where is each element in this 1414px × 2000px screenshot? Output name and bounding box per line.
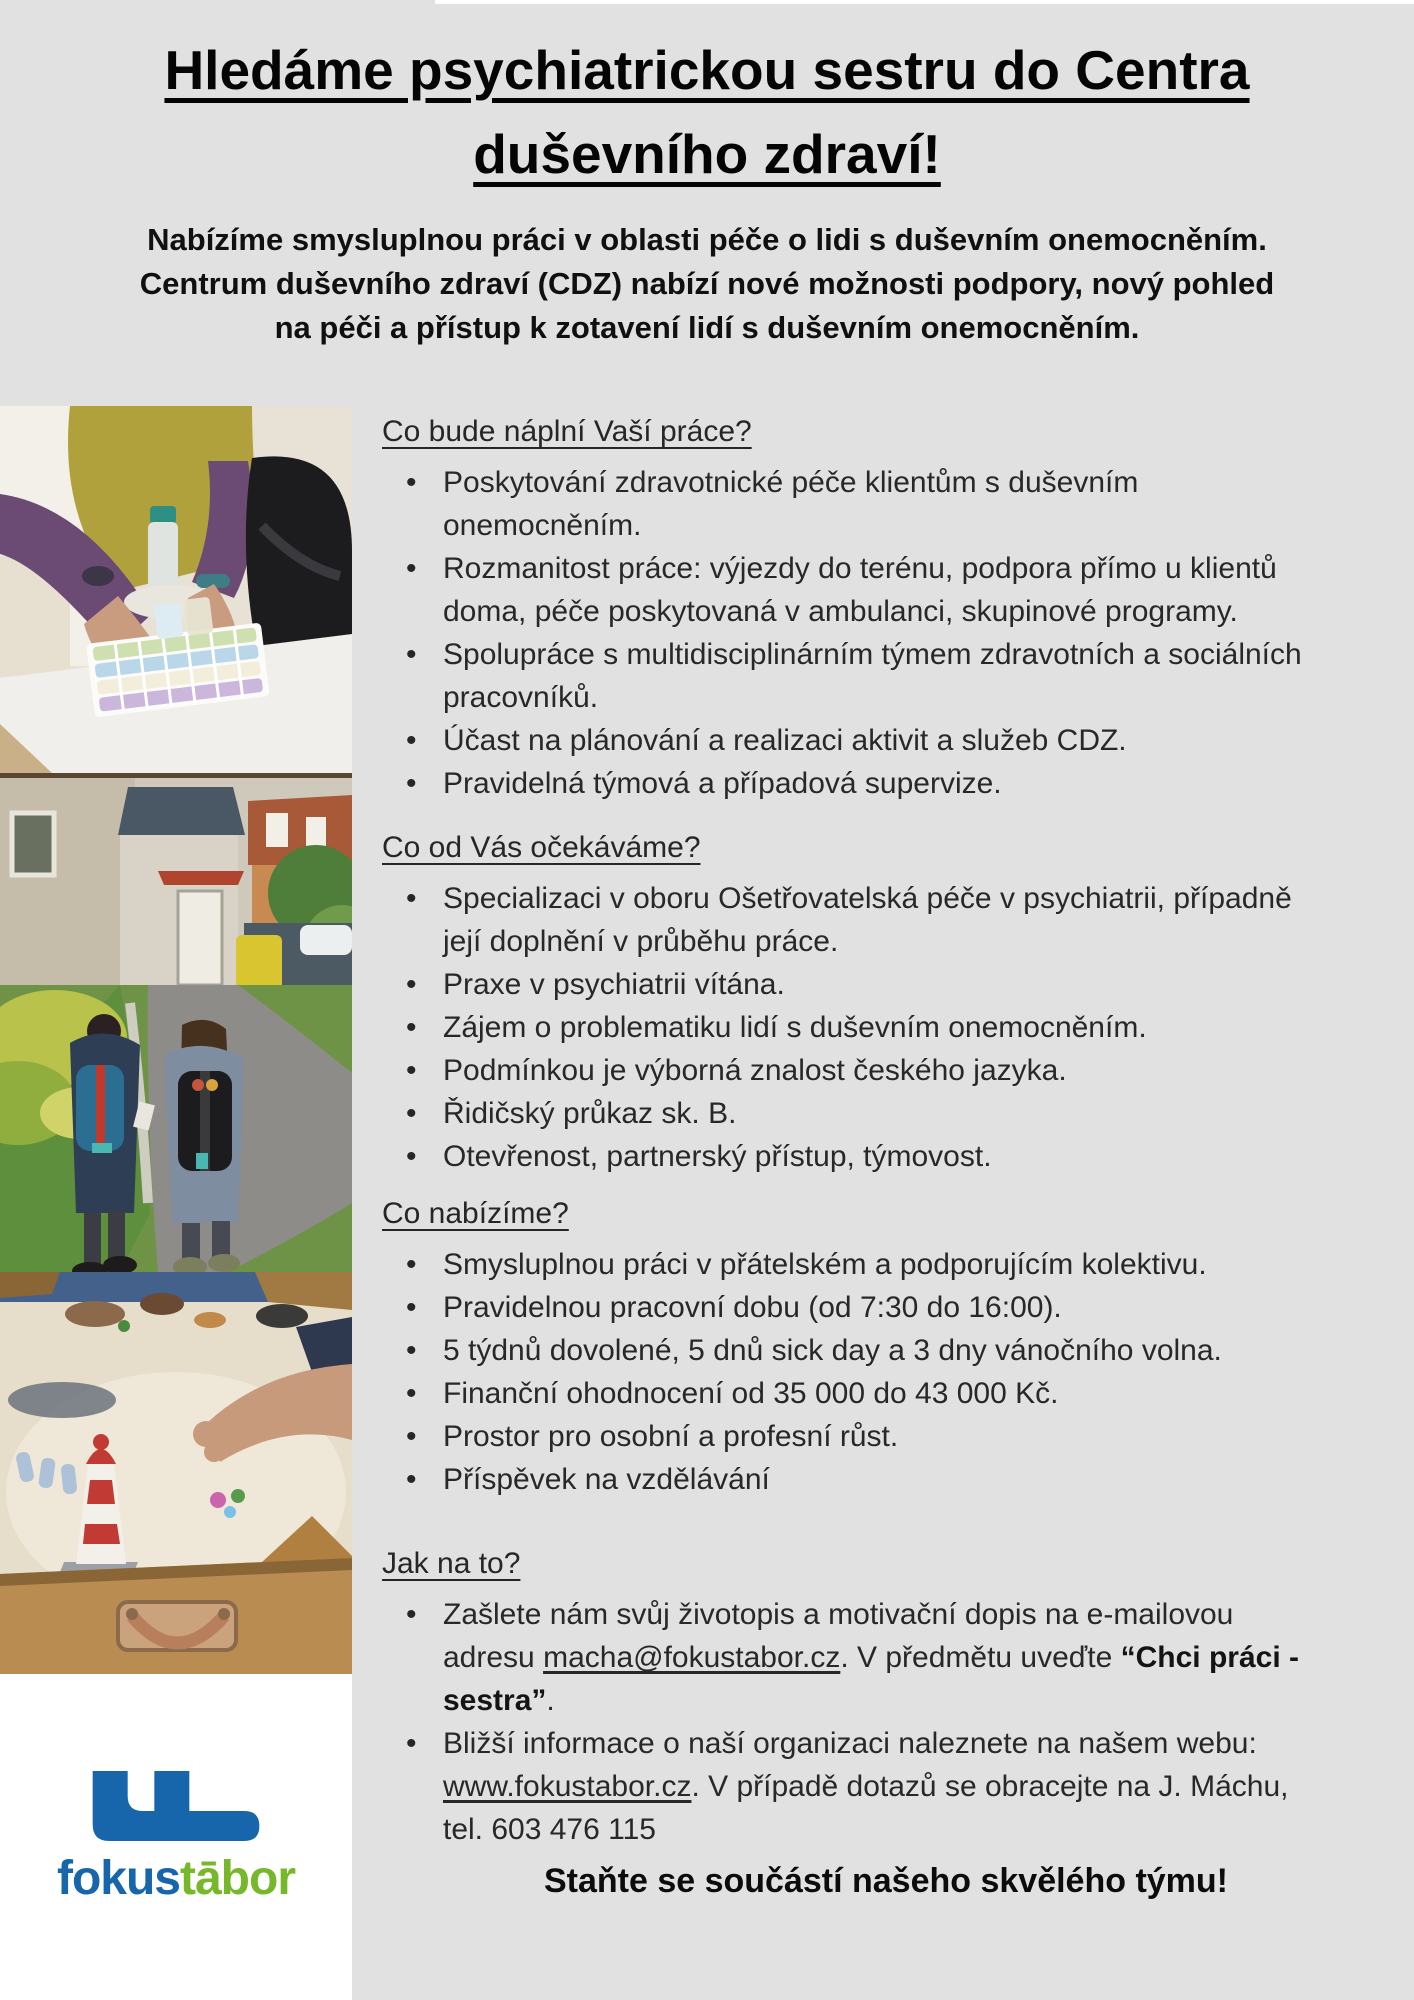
list-item: • Účast na plánování a realizaci aktivit a služeb CDZ. (382, 719, 1390, 762)
section-job-description (382, 410, 1390, 805)
list-item: • Specializaci v oboru Ošetřovatelská péče v psychiatrii, případně její doplnění v průběhu práce. (382, 877, 1390, 963)
top-white-strip (435, 0, 1414, 4)
page-title-line1: Hledáme psychiatrickou sestru do Centra (164, 39, 1250, 101)
list-item: • Zašlete nám svůj životopis a motivační dopis na e-mailovou adresu macha@fokustabor.cz. V předmětu uveďte “Chci práci - sestra”. (382, 1593, 1390, 1722)
list-item: • Příspěvek na vzdělávání (382, 1458, 1390, 1501)
section-heading: Co nabízíme? (382, 1197, 569, 1230)
list-item: • Rozmanitost práce: výjezdy do terénu, podpora přímo u klientů doma, péče poskytovaná v ambulanci, skupinové programy. (382, 547, 1390, 633)
list-item: • Podmínkou je výborná znalost českého jazyka. (382, 1049, 1390, 1092)
logo-word-fokus: fokus (56, 1852, 180, 1905)
list-item: • Otevřenost, partnerský přístup, týmovost. (382, 1135, 1390, 1178)
list-item: • Pravidelná týmová a případová supervize. (382, 762, 1390, 805)
section-heading: Co od Vás očekáváme? (382, 831, 701, 864)
page-title-line2: duševního zdraví! (473, 123, 941, 185)
section-how-to-apply (382, 1542, 1390, 1851)
list-item: • Řidičský průkaz sk. B. (382, 1092, 1390, 1135)
closing-banner: Staňte se součástí našeho skvělého týmu! (543, 1862, 1229, 1900)
website-link[interactable]: www.fokustabor.cz (443, 1770, 692, 1803)
section-requirements (382, 826, 1390, 1178)
list-item: • 5 týdnů dovolené, 5 dnů sick day a 3 dny vánočního volna. (382, 1329, 1390, 1372)
intro-text (0, 218, 1414, 350)
section-benefits (382, 1192, 1390, 1501)
bullet-list (382, 1593, 1390, 1851)
page-title (0, 28, 1414, 196)
photo-sand-tray-therapy (0, 1272, 352, 1674)
email-subject-bold: sestra” (443, 1684, 547, 1717)
list-item: • Zájem o problematiku lidí s duševním onemocněním. (382, 1006, 1390, 1049)
email-subject-bold: “Chci práci - (1120, 1641, 1299, 1674)
list-item: • Spolupráce s multidisciplinárním týmem zdravotních a sociálních pracovníků. (382, 633, 1390, 719)
intro-line: Nabízíme smysluplnou práci v oblasti péče o lidi s duševním onemocněním. (147, 222, 1267, 257)
logo-text (56, 1852, 295, 1905)
photo-workers-walking (0, 773, 352, 1272)
list-item: • Prostor pro osobní a profesní růst. (382, 1415, 1390, 1458)
intro-line: Centrum duševního zdraví (CDZ) nabízí nové možnosti podpory, nový pohled (139, 266, 1275, 301)
photo-medication-organizer (0, 406, 352, 773)
section-heading: Co bude náplní Vaší práce? (382, 415, 752, 448)
list-item: • Smysluplnou práci v přátelském a podporujícím kolektivu. (382, 1243, 1390, 1286)
list-item: • Praxe v psychiatrii vítána. (382, 963, 1390, 1006)
email-link[interactable]: macha@fokustabor.cz (543, 1641, 841, 1674)
list-item: • Bližší informace o naší organizaci naleznete na našem webu: www.fokustabor.cz. V případě dotazů se obracejte na J. Máchu, tel. 603 476 115 (382, 1722, 1390, 1851)
fokus-logo-symbol (91, 1771, 261, 1841)
bullet-list (382, 461, 1390, 805)
phone-number: tel. 603 476 115 (443, 1813, 656, 1846)
bullet-list (382, 877, 1390, 1178)
logo-word-tabor: tābor (180, 1852, 295, 1905)
fokus-tabor-logo (0, 1674, 352, 2000)
section-heading: Jak na to? (382, 1547, 521, 1580)
list-item: • Finanční ohodnocení od 35 000 do 43 000 Kč. (382, 1372, 1390, 1415)
list-item: • Poskytování zdravotnické péče klientům s duševním onemocněním. (382, 461, 1390, 547)
intro-line: na péči a přístup k zotavení lidí s duševním onemocněním. (274, 310, 1140, 345)
list-item: • Pravidelnou pracovní dobu (od 7:30 do 16:00). (382, 1286, 1390, 1329)
bullet-list (382, 1243, 1390, 1501)
